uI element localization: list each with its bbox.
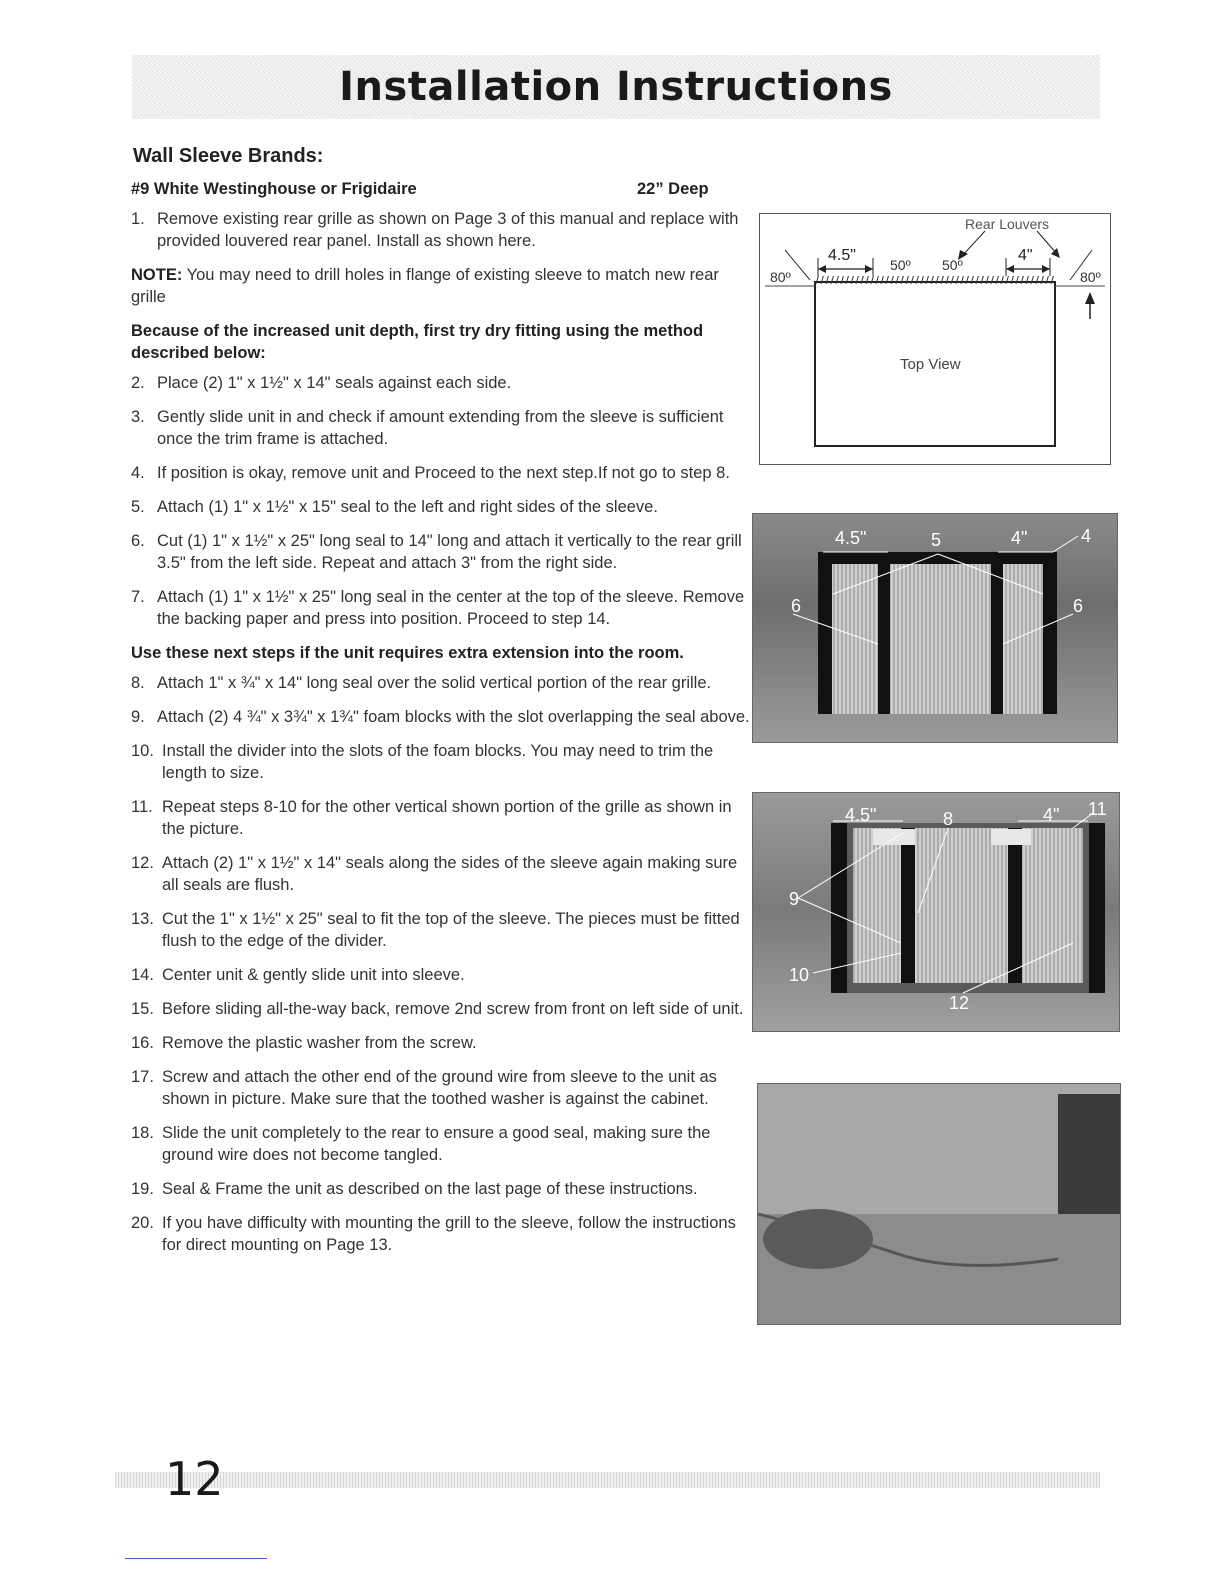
step-item [131, 462, 751, 484]
top-view-diagram [759, 213, 1111, 465]
right-dim-arrowhead-b [1042, 265, 1050, 273]
diagram-dim-left: 4.5" [828, 247, 856, 264]
photo-foam-blocks [752, 792, 1120, 1032]
step-text: If position is okay, remove unit and Proceed to the next step.If not go to step 8. [157, 464, 730, 482]
direction-arrowhead [1085, 292, 1095, 304]
step-text: Attach (1) 1" x 1½" x 15" seal to the left and right sides of the sleeve. [157, 498, 658, 516]
step-text: Screw and attach the other end of the ground wire from sleeve to the unit as shown in picture. Make sure that the toothed washer is against the cabinet. [162, 1068, 717, 1108]
left-dim-arrowhead-b [865, 265, 873, 273]
step-number: 17. [131, 1068, 154, 1086]
photo2-dim-right: 4" [1043, 805, 1060, 825]
step-text: Slide the unit completely to the rear to ensure a good seal, making sure the ground wire does not become tangled. [162, 1124, 711, 1164]
step-item [131, 964, 751, 986]
footer-bar [115, 1472, 1100, 1488]
step-number: 4. [131, 464, 145, 482]
note-label: NOTE: [131, 266, 183, 284]
photo-ground-wire-drawing [758, 1084, 1120, 1324]
step-number: 6. [131, 532, 145, 550]
left-dim-arrowhead-a [818, 265, 826, 273]
step-number: 18. [131, 1124, 154, 1142]
louver-hatch [815, 276, 1055, 284]
right-seal-2 [1089, 823, 1105, 993]
foam-block-top-right [991, 829, 1031, 845]
callout-8: 8 [943, 809, 954, 829]
step-text: Attach (1) 1" x 1½" x 25" long seal in the center at the top of the sleeve. Remove the backing paper and press into position. Proceed to step 14. [157, 588, 745, 628]
photo-seal-placement-drawing [753, 514, 1117, 742]
model-name: #9 White Westinghouse or Frigidaire [131, 180, 417, 198]
photo-ground-wire [757, 1083, 1121, 1325]
step-text: If you have difficulty with mounting the grill to the sleeve, follow the instructions for direct mounting on Page 13. [162, 1214, 736, 1254]
step-text: Attach (2) 4 ¾" x 3¾" x 1¾" foam blocks with the slot overlapping the seal above. [157, 708, 750, 726]
photo1-dim-right: 4" [1011, 528, 1028, 548]
step-number: 19. [131, 1180, 154, 1198]
step-number: 9. [131, 708, 145, 726]
step-text: Center unit & gently slide unit into sleeve. [162, 966, 465, 984]
callout-6-left: 6 [791, 596, 802, 616]
model-line [131, 180, 731, 199]
step-number: 13. [131, 910, 154, 928]
photo1-dim-left: 4.5" [835, 528, 867, 548]
grille-area-2 [853, 828, 1083, 983]
step-item [131, 1122, 751, 1166]
step-text: Remove existing rear grille as shown on Page 3 of this manual and replace with provided louvered rear panel. Install as shown here. [157, 210, 739, 250]
step-item [131, 1212, 751, 1256]
right-dim-arrowhead-a [1006, 265, 1014, 273]
photo2-dim-left: 4.5" [845, 805, 877, 825]
step-item [131, 530, 751, 574]
step-number: 3. [131, 408, 145, 426]
step-item [131, 740, 751, 784]
step-number: 5. [131, 498, 145, 516]
step-item [131, 406, 751, 450]
sleeve-depth: 22” Deep [637, 180, 709, 198]
step-item [131, 908, 751, 952]
step-item [131, 852, 751, 896]
callout-6-right: 6 [1073, 596, 1084, 616]
instructions-column [131, 208, 751, 1268]
step-item [131, 1032, 751, 1054]
step-text: Attach (2) 1" x 1½" x 14" seals along the sides of the sleeve again making sure all seals are flush. [162, 854, 738, 894]
dry-fit-heading: Because of the increased unit depth, first try dry fitting using the method described below: [131, 322, 704, 362]
callout-9: 9 [789, 889, 800, 909]
step-number: 8. [131, 674, 145, 692]
step-item [131, 496, 751, 518]
louver-pointer-left [962, 231, 985, 256]
step-number: 15. [131, 1000, 154, 1018]
step-number: 20. [131, 1214, 154, 1232]
page-number: 12 [165, 1452, 224, 1506]
hand [763, 1209, 873, 1269]
top-view-label: Top View [900, 356, 961, 373]
step-number: 10. [131, 742, 154, 760]
left-seal [818, 554, 832, 714]
step-text: Cut the 1" x 1½" x 25" seal to fit the top of the sleeve. The pieces must be fitted flush to the edge of the divider. [162, 910, 740, 950]
pointer-4 [1053, 536, 1078, 552]
right-divider [1008, 828, 1022, 983]
step-number: 14. [131, 966, 154, 984]
step-item [131, 706, 751, 728]
step-text: Repeat steps 8-10 for the other vertical shown portion of the grille as shown in the picture. [162, 798, 732, 838]
step-text: Attach 1" x ¾" x 14" long seal over the solid vertical portion of the rear grille. [157, 674, 712, 692]
step-number: 1. [131, 210, 145, 228]
step-number: 16. [131, 1034, 154, 1052]
step-text: Before sliding all-the-way back, remove 2nd screw from front on left side of unit. [162, 1000, 744, 1018]
callout-4: 4 [1081, 526, 1092, 546]
right-seal [1043, 554, 1057, 714]
step-item [131, 372, 751, 394]
step-item [131, 1066, 751, 1110]
step-text: Gently slide unit in and check if amount extending from the sleeve is sufficient once the trim frame is attached. [157, 408, 724, 448]
callout-11: 11 [1088, 799, 1107, 819]
louver-pointer-right-head [1051, 248, 1060, 258]
step-number: 2. [131, 374, 145, 392]
note [131, 264, 751, 308]
top-view-drawing [760, 214, 1110, 464]
step-text: Cut (1) 1" x 1½" x 25" long seal to 14" long and attach it vertically to the rear grill 3.5" from the left side. Repeat and attach 3" from the right side. [157, 532, 742, 572]
step-number: 11. [131, 798, 153, 816]
step-number: 7. [131, 588, 145, 606]
callout-5: 5 [931, 530, 942, 550]
step-item [131, 1178, 751, 1200]
step-text: Install the divider into the slots of the foam blocks. You may need to trim the length to size. [162, 742, 714, 782]
step-text: Remove the plastic washer from the screw. [162, 1034, 477, 1052]
right-vertical-seal [991, 564, 1003, 714]
section-title: Wall Sleeve Brands: [133, 145, 324, 167]
grille-area [823, 554, 1053, 714]
angle-label-50-left: 50º [890, 257, 911, 273]
callout-10: 10 [789, 965, 810, 985]
note-text: You may need to drill holes in flange of existing sleeve to match new rear grille [131, 266, 719, 306]
step-item [131, 796, 751, 840]
rear-louvers-label: Rear Louvers [965, 216, 1050, 232]
left-divider [901, 828, 915, 983]
step-number: 12. [131, 854, 154, 872]
louver-pointer-right [1037, 231, 1057, 254]
header-banner [132, 55, 1100, 119]
left-vertical-seal [878, 564, 890, 714]
step-item [131, 672, 751, 694]
diagram-dim-right: 4" [1018, 247, 1033, 264]
extension-heading: Use these next steps if the unit requires extra extension into the room. [131, 644, 684, 662]
angle-label-80-right: 80º [1080, 269, 1101, 285]
step-text: Place (2) 1" x 1½" x 14" seals against each side. [157, 374, 512, 392]
step-item [131, 998, 751, 1020]
angle-label-50-right: 50º [942, 257, 963, 273]
angle-label-80-left: 80º [770, 269, 791, 285]
step-item [131, 208, 751, 252]
photo-foam-blocks-drawing [753, 793, 1119, 1031]
foam-block-top-left [873, 829, 915, 845]
step-text: Seal & Frame the unit as described on the last page of these instructions. [162, 1180, 698, 1198]
step-item [131, 586, 751, 630]
photo-seal-placement [752, 513, 1118, 743]
callout-12: 12 [949, 993, 970, 1013]
page-title: Installation Instructions [339, 64, 893, 110]
footer-link-line [125, 1558, 267, 1559]
